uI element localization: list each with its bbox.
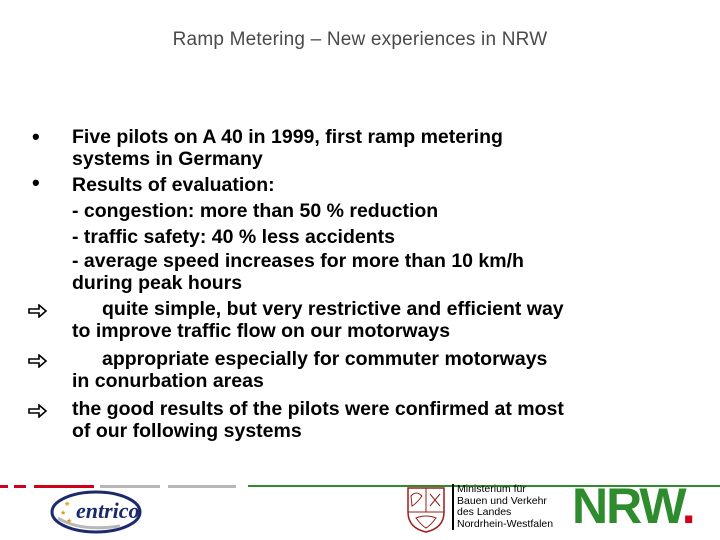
footer-bar-red <box>14 485 26 488</box>
ministry-text <box>452 484 553 530</box>
hollow-arrow-icon <box>28 354 48 368</box>
bullet-marker: • <box>32 170 40 195</box>
footer-bar-gray <box>168 485 236 488</box>
coat-of-arms-icon <box>404 484 448 534</box>
arrow-text: to improve traffic flow on our motorways <box>72 320 451 342</box>
entrico-logo-text: entrico <box>76 498 140 523</box>
svg-text:★: ★ <box>64 500 71 508</box>
ministry-line: Bauen und Verkehr <box>457 494 547 507</box>
footer-bar-red <box>0 485 8 488</box>
svg-text:★: ★ <box>66 517 73 525</box>
bullet-subline: during peak hours <box>72 272 243 294</box>
bullet-subline: - traffic safety: 40 % less accidents <box>72 226 395 248</box>
nrw-logo <box>572 478 694 534</box>
arrow-text: of our following systems <box>72 420 302 442</box>
bullet-item-2 <box>28 172 708 294</box>
bullet-item-1 <box>28 126 708 170</box>
nrw-logo-text: NRW. <box>572 478 694 534</box>
bullet-text: Five pilots on A 40 in 1999, first ramp metering <box>72 126 503 148</box>
arrow-item-1 <box>28 298 708 342</box>
bullet-subline: - average speed increases for more than 10 km/h <box>72 250 524 272</box>
nrw-logo-dot: . <box>681 478 694 534</box>
arrow-item-3 <box>28 398 708 442</box>
bullet-marker: • <box>32 124 40 149</box>
slide-body <box>28 126 708 442</box>
arrow-text: quite simple, but very restrictive and efficient way <box>102 298 564 320</box>
ministry-line: Nordrhein-Westfalen <box>457 517 554 530</box>
hollow-arrow-icon <box>28 304 48 318</box>
bullet-text: Results of evaluation: <box>72 174 275 196</box>
arrow-text: in conurbation areas <box>72 370 264 392</box>
arrow-item-2 <box>28 348 708 392</box>
svg-text:★: ★ <box>60 509 67 517</box>
arrow-text: the good results of the pilots were confirmed at most <box>72 398 564 420</box>
slide-title: Ramp Metering – New experiences in NRW <box>172 29 548 50</box>
entrico-logo <box>50 488 145 536</box>
bullet-text: systems in Germany <box>72 148 263 170</box>
bullet-subline: - congestion: more than 50 % reduction <box>72 200 439 222</box>
hollow-arrow-icon <box>28 404 48 418</box>
ministry-line: des Landes <box>457 506 512 518</box>
ministry-line: Ministerium für <box>457 483 526 495</box>
arrow-text: appropriate especially for commuter motorways <box>102 348 548 370</box>
